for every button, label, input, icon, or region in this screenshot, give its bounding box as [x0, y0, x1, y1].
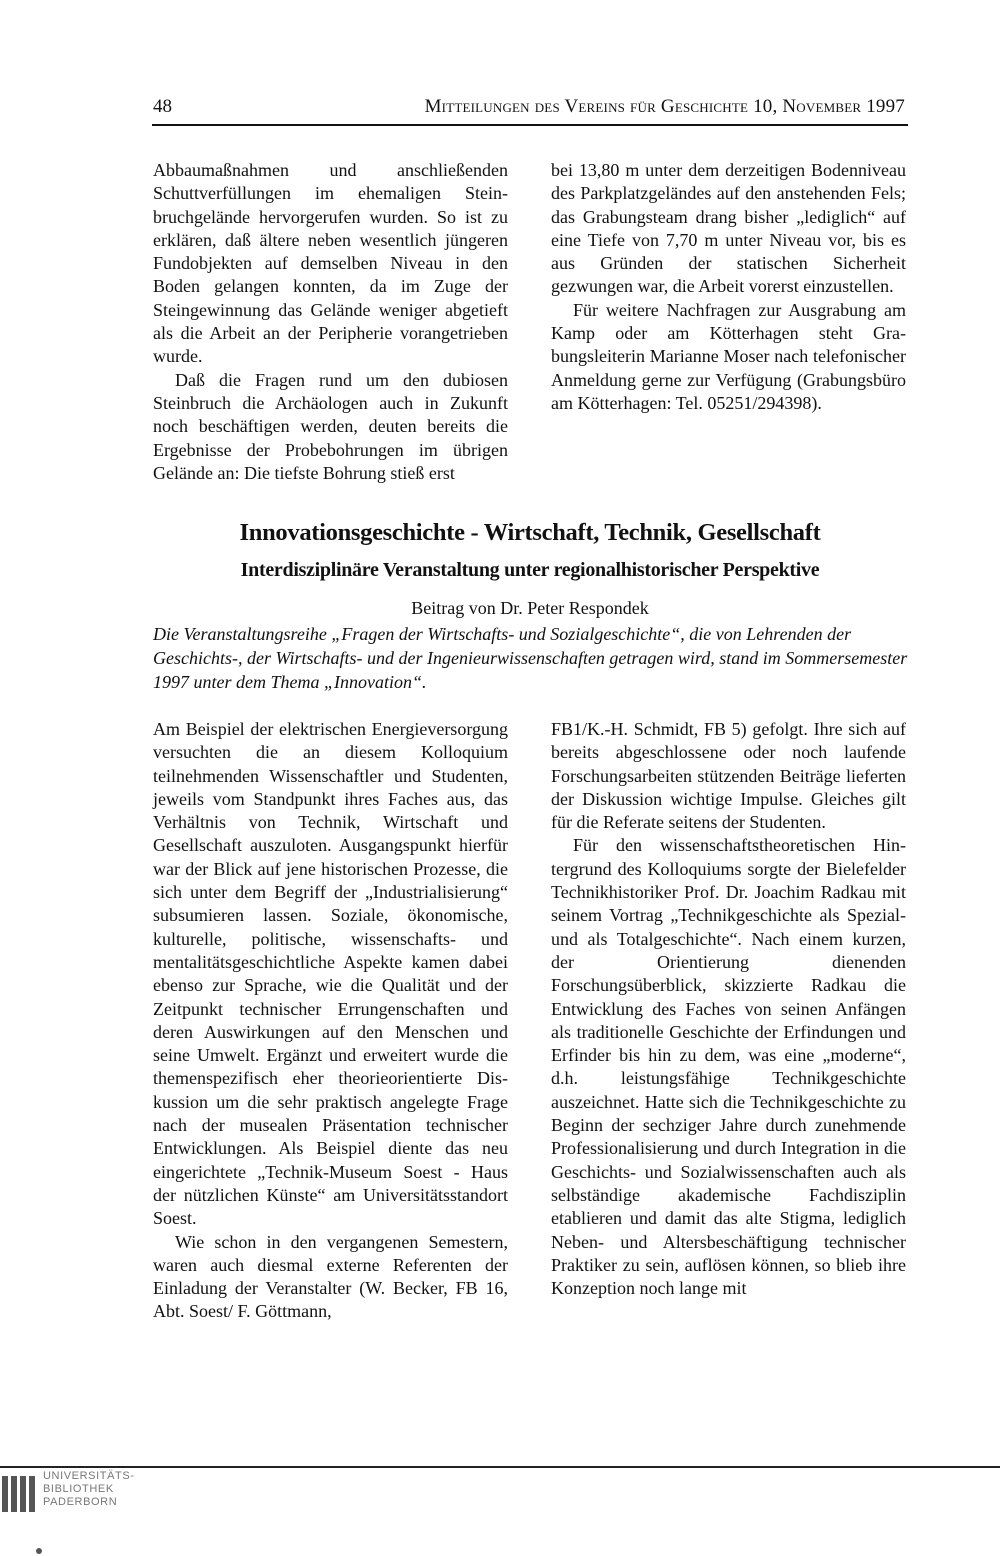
top-left-column — [153, 159, 508, 485]
paragraph: Für weitere Nachfragen zur Ausgrabung am Kamp oder am Kötterhagen steht Grabungsleiterin Marianne Moser nach telefonischer Anmeldung gerne zur Verfügung (Grabungsbüro am Kötterhagen: Tel. 05251/294398). — [551, 299, 906, 413]
article-title: Innovationsgeschichte - Wirtschaft, Technik, Gesellschaft — [239, 519, 821, 546]
article-subtitle: Interdisziplinäre Veranstaltung unter regionalhistorischer Perspektive — [240, 559, 820, 581]
logo-line: UNIVERSITÄTS- — [43, 1470, 135, 1482]
paragraph: Abbaumaßnahmen und anschließenden Schuttverfüllungen im ehemaligen Steinbruchgelände hervorgerufen wurden. So ist zu erklären, daß ältere neben wesentlich jüngeren Fundobjekten auf demselben Niveau in den Boden gelangen konnten, da im Zuge der Steingewinnung das Gelände weniger abgetieft als die Arbeit an der Peripherie vorangetrieben wurde. — [153, 160, 508, 367]
paragraph: Wie schon in den vergangenen Semestern, waren auch diesmal externe Referenten der Einladung der Veranstalter (W. Becker, FB 16, Abt. Soest/ F. Göttmann, — [153, 1231, 508, 1322]
article-left-column — [153, 718, 508, 1324]
library-logo — [0, 1470, 135, 1512]
library-logo-text — [43, 1470, 135, 1509]
paragraph: Am Beispiel der elektrischen Energieversorgung versuchten die an diesem Kolloquium teilnehmenden Wissenschaftler und Studenten, jeweils vom Standpunkt ihres Faches aus, das Verhältnis von Technik, Wirtschaft und Gesellschaft auszuloten. Ausgangspunkt hierfür war der Blick auf jene historischen Prozesse, die sich unter dem Begriff der „Industrialisierung“ subsumieren lassen. Soziale, ökonomische, kulturelle, politische, wissenschafts- und mentalitätsgeschichtliche Aspekte kamen dabei ebenso zur Sprache, wie die Qualität und der Zeitpunkt technischer Errungenschaften und deren Auswirkungen auf den Menschen und seine Umwelt. Ergänzt und erweitert wurde die themenspezifisch eher theorieorientierte Diskussion um die sehr praktisch angelegte Frage nach der musealen Präsentation technischer Entwicklungen. Als Beispiel diente das neu eingerichtete „Technik-Museum Soest - Haus der nützlichen Künste“ am Universitätsstandort Soest. — [153, 719, 508, 1229]
footer-rule — [0, 1466, 1000, 1468]
article-right-column — [551, 718, 906, 1300]
lede: Die Veranstaltungsreihe „Fragen der Wirtschafts- und Sozialgeschichte“, die von Lehrenden der Geschichts-, der Wirtschafts- und der Ingenieurwissenschaften getragen wird, stand im Sommersemester 1997 unter dem Thema „Innovation“. — [153, 624, 908, 692]
logo-line: PADERBORN — [43, 1496, 118, 1508]
byline: Beitrag von Dr. Peter Respondek — [411, 598, 649, 618]
paragraph: FB1/K.-H. Schmidt, FB 5) gefolgt. Ihre sich auf bereits abgeschlossene oder noch laufende Forschungsarbeiten stützenden Beiträge lieferten der Diskussion wichtige Impulse. Gleiches gilt für die Referate seitens der Studenten. — [551, 719, 906, 833]
paragraph: Für den wissenschaftstheoretischen Hintergrund des Kolloquiums sorgte der Bielefelder Technikhistoriker Prof. Dr. Joachim Radkau mit seinem Vortrag „Technikgeschichte als Spezial- und als Totalgeschichte“. Nach einem kurzen, der Orientierung dienenden Forschungsüberblick, skizzierte Radkau die Entwicklung des Faches von seinen Anfängen als traditionelle Geschichte der Erfindungen und Erfinder bis hin zu dem, was eine „moderne“, d.h. leistungsfähige Technikgeschichte auszeichnet. Hatte sich die Technikgeschichte zu Beginn der sechziger Jahre durch zunehmende Professionalisierung und durch Integration in die Geschichts- und Sozialwissenschaften auch als selbständige akademische Fachdisziplin etablieren und damit das alte Stigma, lediglich Neben- und Altersbeschäftigung technischer Praktiker zu sein, auflösen können, so blieb ihre Konzeption noch lange mit — [551, 835, 906, 1299]
library-logo-icon — [0, 1470, 35, 1512]
paragraph: bei 13,80 m unter dem derzeitigen Bodenniveau des Parkplatzgeländes auf den anstehenden Fels; das Grabungsteam drang bisher „lediglich“ auf eine Tiefe von 7,70 m unter Niveau vor, bis es aus Gründen der statischen Sicherheit gezwungen war, die Arbeit vorerst einzustellen. — [551, 160, 906, 297]
logo-dot-icon — [36, 1548, 42, 1554]
paragraph: Daß die Fragen rund um den dubiosen Steinbruch die Archäologen auch in Zukunft noch beschäftigen werden, deuten bereits die Ergebnisse der Probebohrungen im übrigen Gelände an: Die tiefste Bohrung stieß erst — [153, 369, 508, 483]
running-title: Mitteilungen des Vereins für Geschichte 10, November 1997 — [424, 96, 905, 117]
logo-line: BIBLIOTHEK — [43, 1483, 114, 1495]
top-right-column — [551, 159, 906, 415]
page-number: 48 — [153, 96, 172, 117]
header-rule — [152, 124, 908, 126]
